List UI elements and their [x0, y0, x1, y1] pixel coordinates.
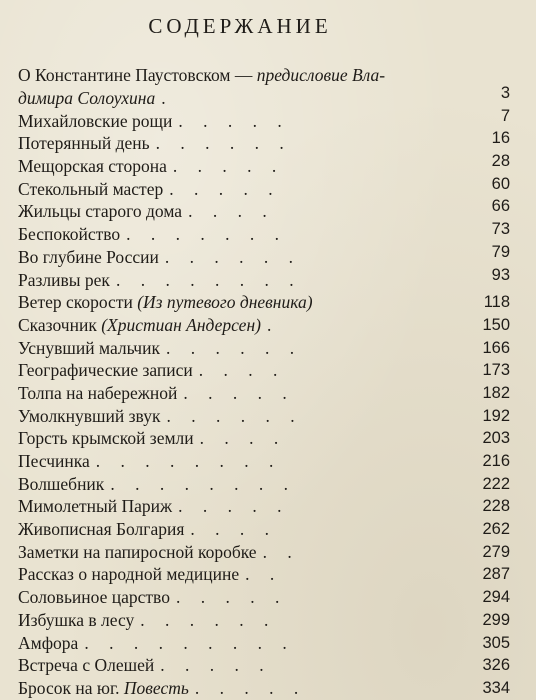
- page-number: 279: [482, 542, 510, 561]
- leader-dots: . . . . .: [160, 655, 272, 676]
- leader-dots: . . . . .: [178, 110, 290, 131]
- leader-dots: . . . . .: [183, 382, 295, 403]
- page-number: 73: [491, 220, 510, 239]
- toc-entry-title: Во глубине России: [18, 246, 159, 267]
- page-number: 203: [482, 429, 510, 448]
- toc-entry[interactable]: [18, 129, 516, 155]
- toc-entry-title: Разливы рек: [18, 269, 110, 290]
- toc-entry-title: Волшебник: [18, 473, 105, 494]
- page-number: 228: [482, 497, 510, 516]
- toc-entry[interactable]: [18, 291, 516, 314]
- toc-entry-title: Михайловские рощи: [18, 110, 173, 131]
- leader-dots: . . . . . . . . .: [84, 632, 295, 653]
- toc-entry-title: Сказочник (Христиан Андерсен): [18, 314, 261, 335]
- page-number: 334: [482, 678, 510, 697]
- toc-entry-title: Географические записи: [18, 360, 193, 381]
- toc-entry[interactable]: [18, 541, 516, 564]
- page-number: 305: [482, 633, 510, 652]
- toc-entry[interactable]: [18, 337, 516, 360]
- toc-entry-title: Ветер скорости (Из путевого дневника): [18, 292, 313, 313]
- toc-entry-title: Заметки на папиросной коробке: [18, 541, 257, 562]
- page-number: 66: [491, 197, 510, 216]
- toc-entry-title-continued: димира Солоухина: [18, 88, 156, 108]
- toc-entry[interactable]: [18, 677, 516, 700]
- leader-dots: . . . . . .: [164, 246, 301, 267]
- leader-dots: . . . . . . . .: [110, 473, 296, 494]
- toc-entry[interactable]: [18, 654, 516, 677]
- page-number: 222: [482, 474, 510, 493]
- page-number: 7: [500, 106, 510, 125]
- leader-dots: . . . . . .: [140, 609, 277, 630]
- leader-dots: . . . . . .: [155, 133, 292, 154]
- page-number: 299: [482, 610, 510, 629]
- toc-entry[interactable]: [18, 450, 516, 473]
- page-number: 28: [491, 152, 510, 171]
- toc-entry[interactable]: [18, 265, 516, 292]
- toc-entry-title: Мимолетный Париж: [18, 496, 173, 517]
- page-number: 173: [482, 361, 510, 380]
- page-number: 93: [491, 265, 510, 284]
- leader-dots: . . . . . .: [165, 337, 303, 358]
- leader-dots: . . . . .: [169, 178, 281, 199]
- toc-entry[interactable]: [18, 197, 516, 223]
- toc-entry[interactable]: [18, 382, 516, 405]
- toc-entry-title: Беспокойство: [18, 224, 121, 245]
- toc-entry-title: Избушка в лесу: [18, 609, 135, 630]
- leader-dots: . . . . . .: [166, 405, 303, 426]
- toc-entry[interactable]: [18, 174, 516, 201]
- toc-entry-continuation[interactable]: [18, 84, 516, 110]
- leader-dots: . . . . . . . .: [95, 451, 282, 471]
- toc-entry[interactable]: [18, 632, 516, 655]
- toc-entry[interactable]: [18, 609, 516, 632]
- page-title: СОДЕРЖАНИЕ: [148, 14, 332, 38]
- page-number: 16: [491, 129, 510, 148]
- leader-dots: . . . . .: [175, 587, 288, 608]
- toc-entry-title: Стекольный мастер: [18, 178, 164, 199]
- toc-entry[interactable]: [18, 359, 516, 382]
- toc-entry[interactable]: [18, 314, 516, 337]
- toc-entry-title: Живописная Болгария: [18, 519, 185, 540]
- toc-entry[interactable]: [18, 152, 516, 178]
- leader-dots: .: [266, 314, 280, 335]
- page-number: 192: [482, 406, 510, 425]
- page-number: 326: [482, 656, 510, 675]
- toc-entry-title: Жильцы старого дома: [18, 201, 183, 222]
- toc-entry-title: Встреча с Олешей: [18, 655, 155, 676]
- page-number: 294: [482, 588, 510, 607]
- toc-entry-title: Рассказ о народной медицине: [18, 564, 240, 585]
- page-number: 150: [482, 315, 510, 334]
- toc-entry[interactable]: [18, 220, 516, 246]
- toc-entry-title: Потерянный день: [18, 133, 150, 154]
- leader-dots: . . . .: [199, 428, 287, 449]
- toc-entry-title: Мещорская сторона: [18, 156, 167, 177]
- leader-dots: . . . . .: [194, 677, 307, 698]
- toc-entry[interactable]: [18, 563, 516, 586]
- leader-dots: .: [161, 88, 174, 108]
- page-number: 118: [483, 293, 510, 312]
- toc-entry[interactable]: [18, 427, 516, 450]
- page-number: 182: [482, 383, 510, 402]
- toc-entry-title: Горсть крымской земли: [18, 428, 194, 449]
- page-number: 3: [500, 84, 510, 102]
- toc-entry[interactable]: [18, 586, 516, 609]
- leader-dots: . .: [245, 564, 283, 585]
- leader-dots: . . . . . . . .: [115, 269, 302, 290]
- toc-entry[interactable]: [18, 63, 516, 87]
- toc-entry[interactable]: [18, 518, 516, 541]
- page-number: 60: [491, 174, 510, 193]
- toc-entry-title: Песчинка: [18, 451, 90, 471]
- leader-dots: . . . . .: [178, 496, 290, 517]
- toc-entry-title: О Константине Паустовском — предисловие Вла-: [18, 65, 386, 85]
- page-number: 262: [482, 520, 510, 539]
- toc-entry[interactable]: [18, 405, 516, 428]
- toc-entry-title: Бросок на юг. Повесть: [18, 677, 189, 698]
- leader-dots: . . . . .: [172, 156, 285, 177]
- table-of-contents: [18, 63, 516, 700]
- toc-entry[interactable]: [18, 473, 516, 496]
- leader-dots: . . . . . . .: [126, 224, 288, 245]
- page-number: 216: [482, 452, 510, 470]
- leader-dots: . . . .: [198, 360, 286, 381]
- toc-entry[interactable]: [18, 242, 516, 269]
- page-number: 287: [482, 565, 510, 584]
- toc-entry-title: Уснувший мальчик: [18, 337, 160, 358]
- toc-entry-title: Амфора: [18, 632, 79, 653]
- leader-dots: . . . .: [188, 201, 275, 222]
- toc-entry-title: Соловьиное царство: [18, 587, 170, 608]
- page-number: 79: [491, 242, 510, 261]
- toc-entry-title: Умолкнувший звук: [18, 405, 161, 426]
- leader-dots: . . . .: [190, 519, 278, 540]
- toc-entry[interactable]: [18, 495, 516, 518]
- leader-dots: . .: [262, 541, 300, 562]
- toc-entry-title: Толпа на набережной: [18, 382, 178, 403]
- toc-entry[interactable]: [18, 106, 516, 133]
- page-number: 166: [482, 338, 510, 357]
